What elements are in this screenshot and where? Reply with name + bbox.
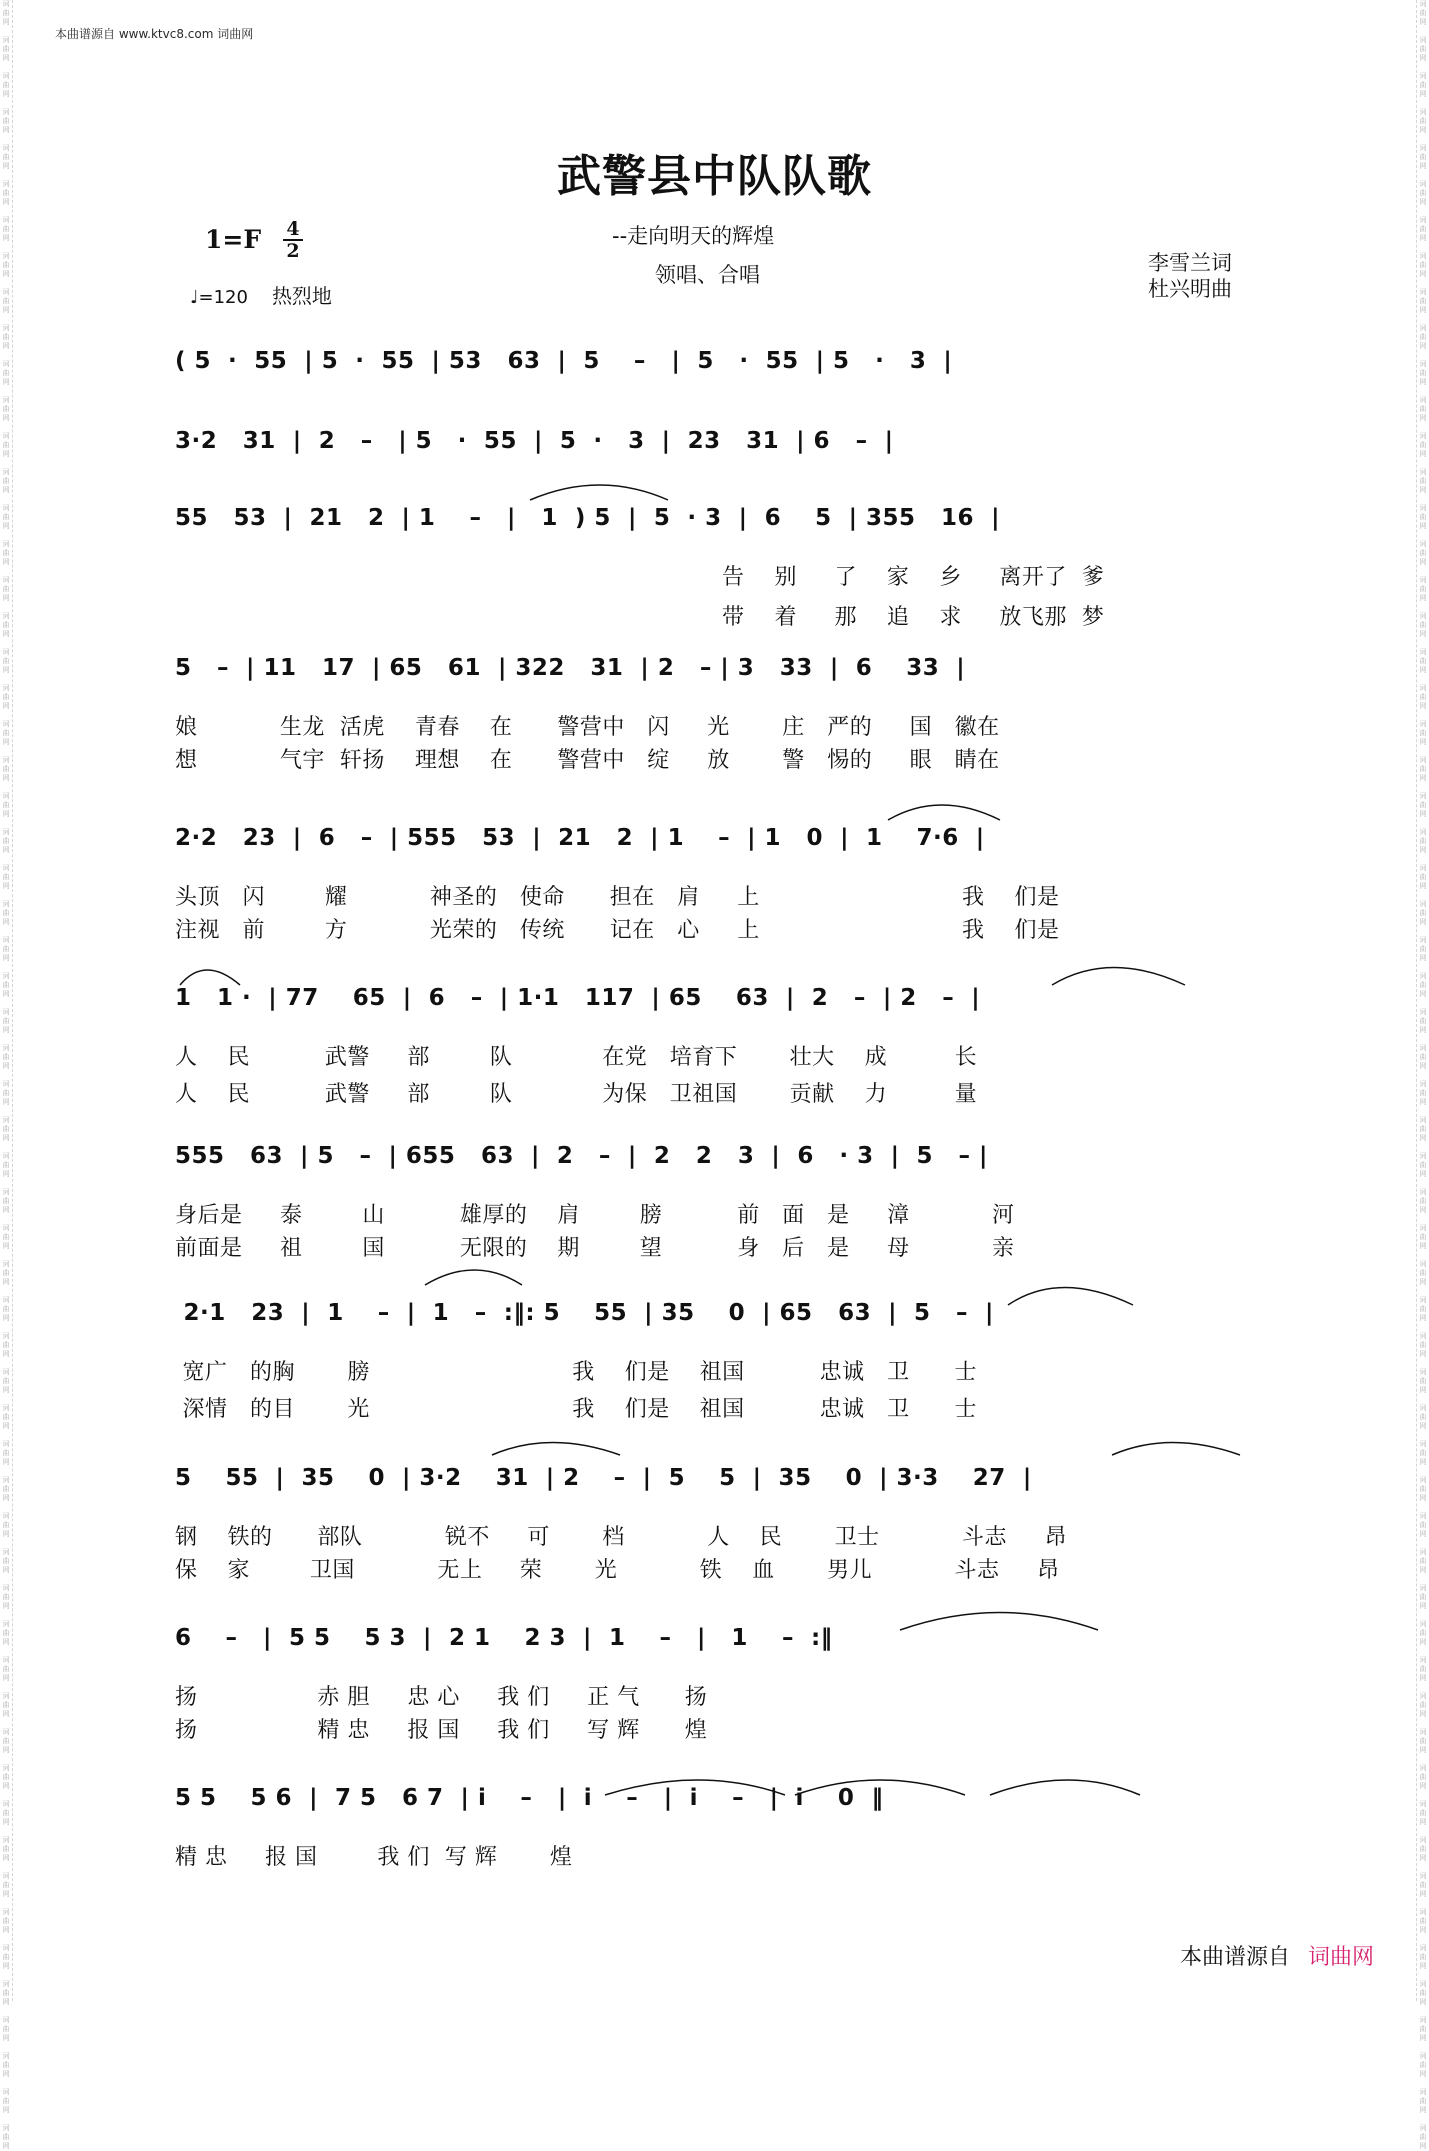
slur <box>425 1270 522 1285</box>
lyric-line: 前面是 祖 国 无限的 期 望 身 后 是 母 亲 <box>175 1236 1015 1261</box>
lyric-line: 保 家 卫国 无上 荣 光 铁 血 男儿 斗志 昂 <box>175 1558 1060 1583</box>
time-signature-top: 4 <box>286 218 300 240</box>
music-line: 5 55 | 35 0 | 3·2 31 | 2 – | 5 5 | 35 0 | 3·3 27 | <box>175 1465 1032 1491</box>
lyric-line: 扬 精 忠 报 国 我 们 写 辉 煌 <box>175 1718 708 1743</box>
right-border-watermark: 词 曲 网 词 曲 网 词 曲 网 词 曲 网 词 曲 网 词 曲 网 词 曲 网 词 曲 网 词 曲 网 词 曲 网 词 曲 网 词 曲 网 词 曲 网 词 曲 网 词 曲 网 词 曲 网 词 曲 网 词 曲 网 词 曲 网 词 曲 网 词 曲 网 词 曲 网 词 曲 网 词 曲 网 词 曲 网 词 曲 网 词 曲 网 词 曲 网 词 曲 网 词 曲 网 词 曲 网 词 曲 网 词 曲 网 词 曲 网 词 曲 网 词 曲 网 词 曲 网 词 曲 网 词 曲 网 词 曲 网 词 曲 网 词 曲 网 词 曲 网 词 曲 网 词 曲 网 词 曲 网 词 曲 网 词 曲 网 词 曲 网 词 曲 网 词 曲 网 词 曲 网 词 曲 网 词 曲 网 词 曲 网 词 曲 网 词 曲 网 词 曲 网 词 曲 网 词 曲 网 <box>1416 0 1429 2001</box>
slur <box>530 485 668 500</box>
music-line: 6 – | 5 5 5 3 | 2 1 2 3 | 1 – | 1 – :‖ <box>175 1625 833 1651</box>
footer-label: 本曲谱源自 <box>1179 1945 1290 1970</box>
music-line: 2·1 23 | 1 – | 1 – :‖: 5 55 | 35 0 | 65 63 | 5 – | <box>175 1300 994 1326</box>
expression-marking: 热烈地 <box>271 284 332 308</box>
key-signature: 1=F <box>205 225 262 254</box>
slur <box>180 970 240 985</box>
lyric-line: 深情 的目 光 我 们是 祖国 忠诚 卫 士 <box>175 1397 978 1422</box>
left-border-watermark: 词 曲 网 词 曲 网 词 曲 网 词 曲 网 词 曲 网 词 曲 网 词 曲 网 词 曲 网 词 曲 网 词 曲 网 词 曲 网 词 曲 网 词 曲 网 词 曲 网 词 曲 网 词 曲 网 词 曲 网 词 曲 网 词 曲 网 词 曲 网 词 曲 网 词 曲 网 词 曲 网 词 曲 网 词 曲 网 词 曲 网 词 曲 网 词 曲 网 词 曲 网 词 曲 网 词 曲 网 词 曲 网 词 曲 网 词 曲 网 词 曲 网 词 曲 网 词 曲 网 词 曲 网 词 曲 网 词 曲 网 词 曲 网 词 曲 网 词 曲 网 词 曲 网 词 曲 网 词 曲 网 词 曲 网 词 曲 网 词 曲 网 词 曲 网 词 曲 网 词 曲 网 词 曲 网 词 曲 网 词 曲 网 词 曲 网 词 曲 网 词 曲 网 词 曲 网 词 曲 网 <box>0 0 13 2001</box>
lyric-line: 告 别 了 家 乡 离开了 爹 <box>722 565 1105 590</box>
song-title: 武警县中队队歌 <box>557 151 872 202</box>
footer-brand: 词曲网 <box>1307 1945 1374 1970</box>
music-line: 1 1 · | 77 65 | 6 – | 1·1 117 | 65 63 | 2 – | 2 – | <box>175 985 981 1011</box>
song-subtitle: --走向明天的辉煌 <box>612 224 775 248</box>
music-line: ( 5 · 55 | 5 · 55 | 53 63 | 5 – | 5 · 55 | 5 · 3 | <box>175 348 953 374</box>
lyric-line: 想 气宇 轩扬 理想 在 警营中 绽 放 警 惕的 眼 睛在 <box>175 748 1000 773</box>
slur <box>1112 1443 1240 1456</box>
music-line: 2·2 23 | 6 – | 555 53 | 21 2 | 1 – | 1 0 | 1 7·6 | <box>175 825 985 851</box>
footer-credit <box>1180 1940 1374 1971</box>
slur <box>795 1780 965 1795</box>
composer-credit: 杜兴明曲 <box>1148 277 1232 301</box>
music-line: 555 63 | 5 – | 655 63 | 2 – | 2 2 3 | 6 · 3 | 5 – | <box>175 1143 988 1169</box>
music-line: 55 53 | 21 2 | 1 – | 1 ) 5 | 5 · 3 | 6 5 | 355 16 | <box>175 505 1000 531</box>
lyric-line: 带 着 那 追 求 放飞那 梦 <box>722 605 1105 630</box>
lyric-line: 钢 铁的 部队 锐不 可 档 人 民 卫士 斗志 昂 <box>175 1525 1068 1550</box>
lyric-line: 人 民 武警 部 队 为保 卫祖国 贡献 力 量 <box>175 1082 978 1107</box>
lyric-line: 精 忠 报 国 我 们 写 辉 煌 <box>175 1845 573 1870</box>
performance-form: 领唱、合唱 <box>655 263 760 287</box>
music-line: 5 5 5 6 | 7 5 6 7 | i – | i – | i – | i 0 ‖ <box>175 1785 884 1811</box>
lyric-line: 宽广 的胸 膀 我 们是 祖国 忠诚 卫 士 <box>175 1360 978 1385</box>
slur <box>900 1613 1098 1631</box>
slur <box>990 1780 1140 1795</box>
lyric-line: 注视 前 方 光荣的 传统 记在 心 上 我 们是 <box>175 918 1060 943</box>
lyric-line: 人 民 武警 部 队 在党 培育下 壮大 成 长 <box>175 1045 978 1070</box>
lyric-line: 身后是 泰 山 雄厚的 肩 膀 前 面 是 漳 河 <box>175 1203 1015 1228</box>
lyric-line: 娘 生龙 活虎 青春 在 警营中 闪 光 庄 严的 国 徽在 <box>175 715 1000 740</box>
slur <box>1052 968 1185 986</box>
slur <box>492 1443 620 1456</box>
music-line: 3·2 31 | 2 – | 5 · 55 | 5 · 3 | 23 31 | 6 – | <box>175 428 894 454</box>
slur <box>605 1780 785 1795</box>
tempo-marking: ♩=120 <box>190 287 248 308</box>
slur <box>888 805 1000 820</box>
site-header: 本曲谱源自 www.ktvc8.com 词曲网 <box>55 27 254 41</box>
lyric-line: 头顶 闪 耀 神圣的 使命 担在 肩 上 我 们是 <box>175 885 1060 910</box>
lyric-line: 扬 赤 胆 忠 心 我 们 正 气 扬 <box>175 1685 708 1710</box>
time-signature-bottom: 2 <box>286 240 300 262</box>
lyricist-credit: 李雪兰词 <box>1148 251 1232 275</box>
music-line: 5 – | 11 17 | 65 61 | 322 31 | 2 – | 3 33 | 6 33 | <box>175 655 966 681</box>
slur <box>1008 1288 1133 1306</box>
